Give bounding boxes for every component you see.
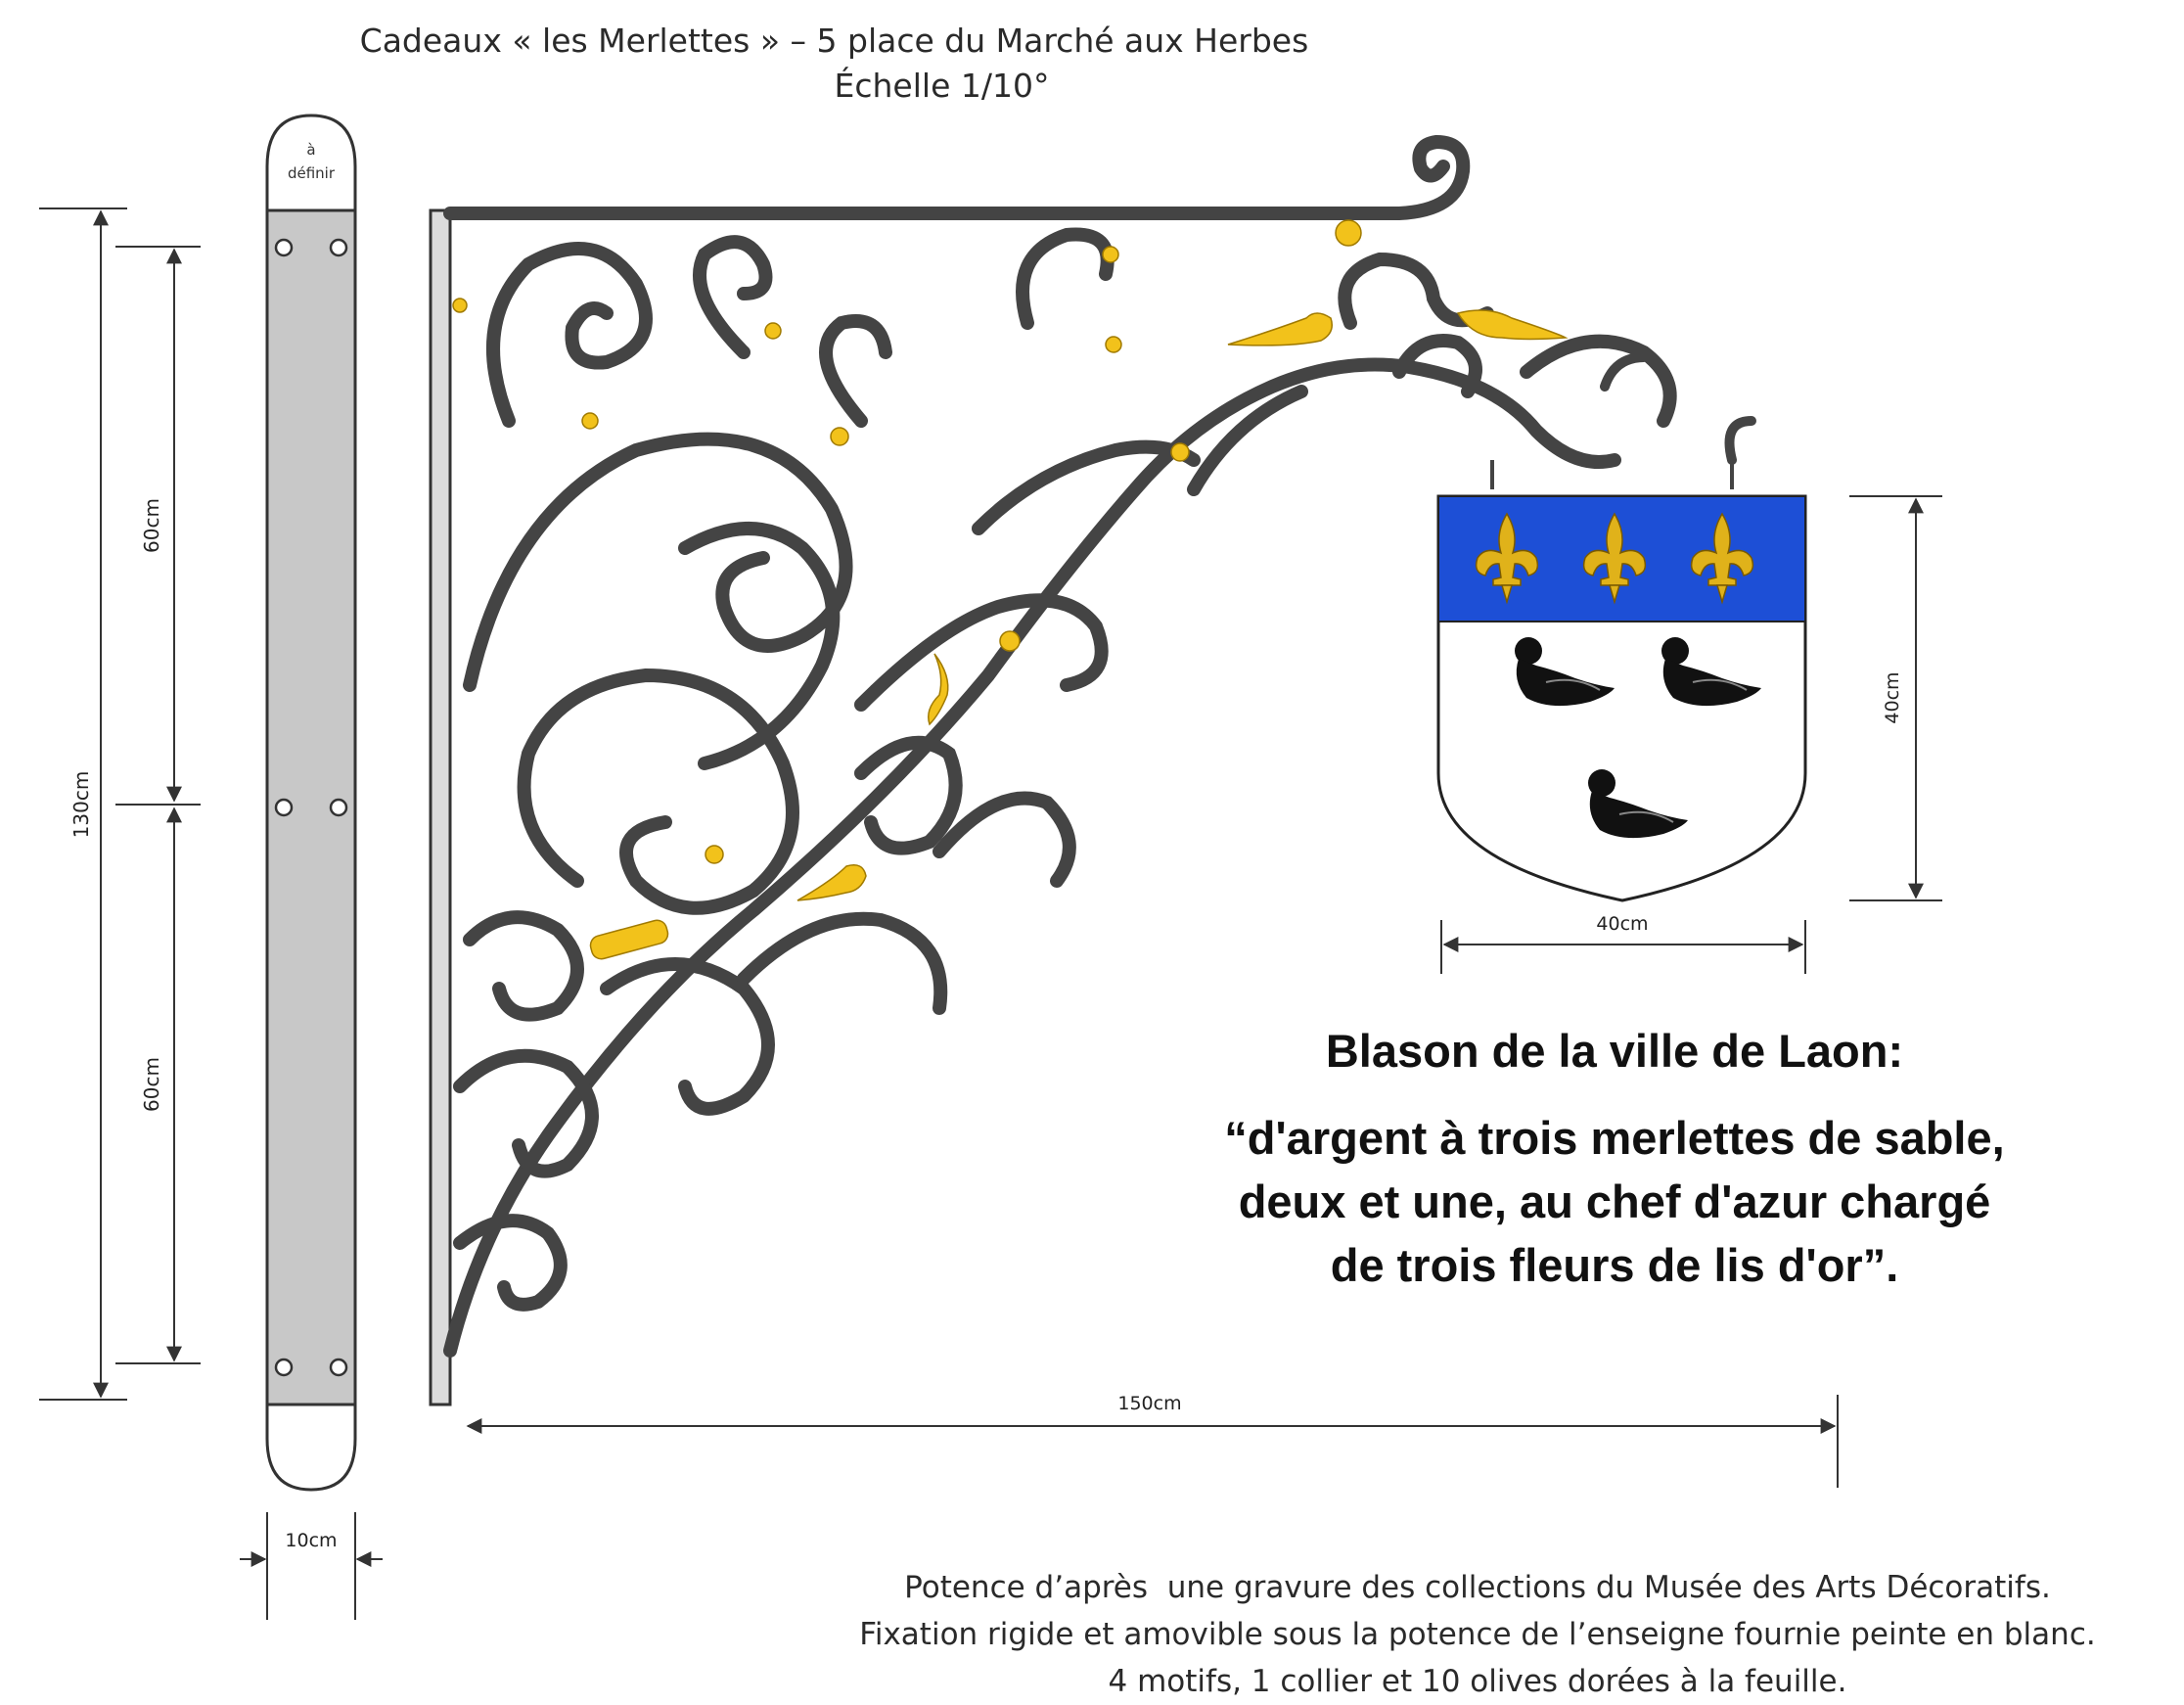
upper-span-label: 60cm [140, 498, 163, 553]
footer-notes [812, 1564, 2143, 1705]
plate-top-label-line1: à [306, 141, 316, 159]
note-line-3: 4 motifs, 1 collier et 10 olives dorées à la feuille. [1108, 1664, 1847, 1699]
wall-plate [267, 115, 355, 1490]
note-line-2: Fixation rigide et amovible sous la potence de l’enseigne fournie peinte en blanc. [859, 1617, 2096, 1652]
height-dimension-lines [39, 208, 201, 1400]
blason-line-2: deux et une, au chef d'azur chargé [1238, 1175, 1991, 1227]
bracket-post [431, 210, 450, 1405]
plate-width-dimension [240, 1512, 383, 1620]
plate-top-label-line2: définir [287, 164, 336, 182]
lower-span-label: 60cm [140, 1057, 163, 1112]
note-line-1: Potence d’après une gravure des collections du Musée des Arts Décoratifs. [904, 1570, 2051, 1605]
top-arm-scroll [450, 142, 1463, 213]
coat-of-arms-shield [1438, 496, 1805, 900]
blason-line-1: “d'argent à trois merlettes de sable, [1224, 1112, 2005, 1164]
plate-width-label: 10cm [285, 1530, 338, 1551]
arm-length-label: 150cm [1117, 1393, 1182, 1414]
blason-title: Blason de la ville de Laon: [1325, 1025, 1904, 1077]
header-title: Cadeaux « les Merlettes » – 5 place du Marché aux Herbes [359, 22, 1309, 60]
total-height-label: 130cm [69, 770, 93, 839]
shield-width-label: 40cm [1596, 913, 1649, 935]
blason-line-3: de trois fleurs de lis d'or”. [1330, 1239, 1899, 1291]
shield-height-label: 40cm [1882, 671, 1903, 724]
gold-collar [588, 918, 669, 961]
header-scale: Échelle 1/10° [834, 67, 1050, 105]
blason-description [1155, 1106, 2074, 1297]
